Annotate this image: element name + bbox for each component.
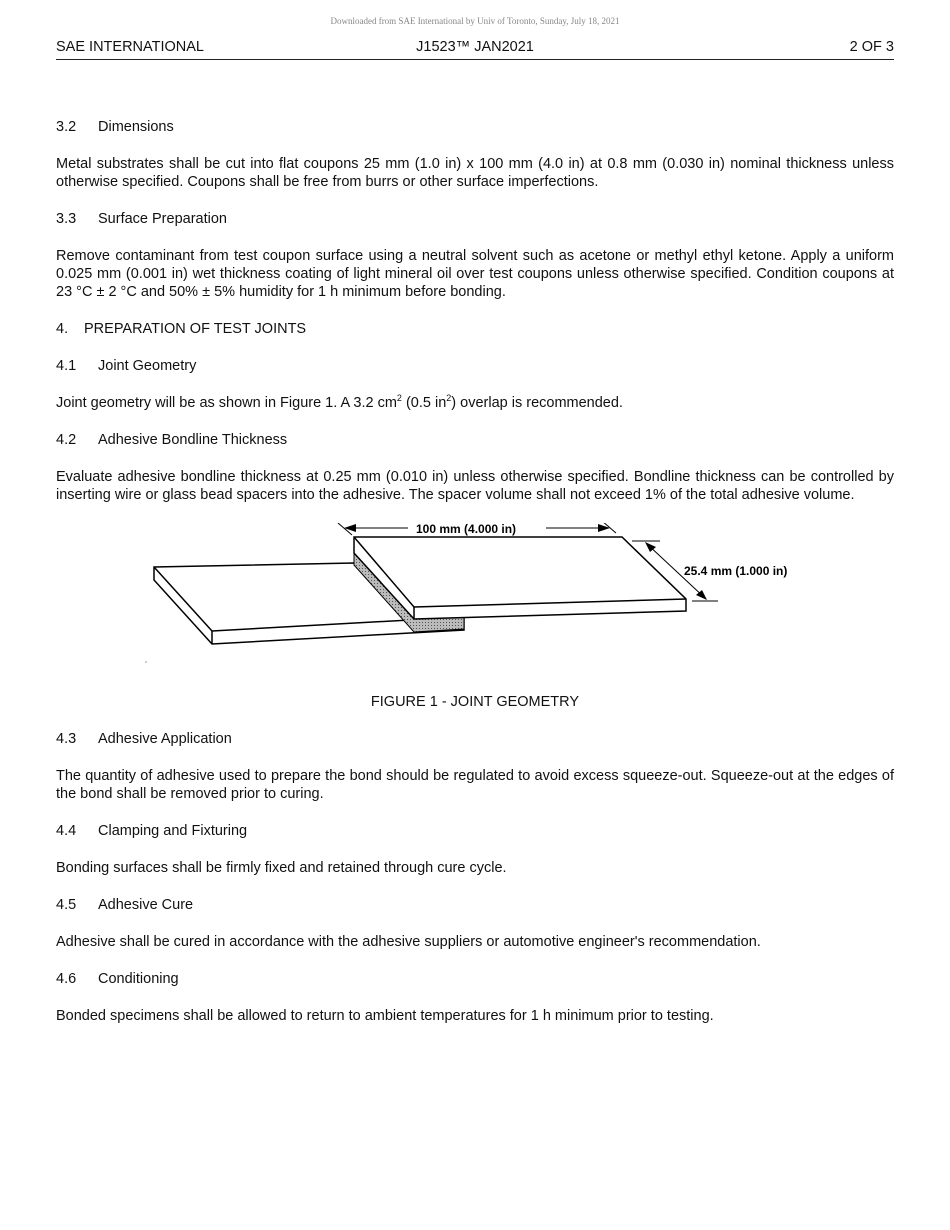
section-number: 3.3 <box>56 211 77 227</box>
running-header <box>56 39 894 60</box>
section-heading-4-2 <box>56 431 894 449</box>
download-note: Downloaded from SAE International by Univ of Toronto, Sunday, July 18, 2021 <box>330 16 620 26</box>
section-heading-3-3 <box>56 210 894 228</box>
section-title: Adhesive Bondline Thickness <box>98 432 288 448</box>
section-number: 4.2 <box>56 432 77 448</box>
section-number: 4.5 <box>56 897 77 913</box>
section-number: 4.1 <box>56 358 77 374</box>
section-title: Adhesive Cure <box>98 897 194 913</box>
section-body-4-6: Bonded specimens shall be allowed to return to ambient temperatures for 1 h minimum prior to testing. <box>56 1008 714 1024</box>
section-body-3-2: Metal substrates shall be cut into flat coupons 25 mm (1.0 in) x 100 mm (4.0 in) at 0.8 mm (0.030 in) nominal thickness unless otherwise specified. Coupons shall be free from burrs or other surface imperfections. <box>56 156 894 190</box>
section-title: Surface Preparation <box>98 211 227 227</box>
section-number: 3.2 <box>56 119 77 135</box>
superscript: 2 <box>396 393 402 404</box>
header-document-id: J1523™ JAN2021 <box>416 39 534 55</box>
section-heading-4-5 <box>56 896 894 914</box>
section-body-4-1 <box>56 394 894 412</box>
upper-coupon <box>354 537 686 619</box>
section-title: PREPARATION OF TEST JOINTS <box>84 321 307 337</box>
section-heading-4-1 <box>56 357 894 375</box>
section-heading-4 <box>56 320 894 338</box>
header-page-number: 2 OF 3 <box>849 39 894 55</box>
header-org: SAE INTERNATIONAL <box>56 39 204 55</box>
section-number: 4.6 <box>56 971 77 987</box>
figure-caption: FIGURE 1 - JOINT GEOMETRY <box>370 694 580 710</box>
section-title: Adhesive Application <box>98 731 232 747</box>
body-text: Joint geometry will be as shown in Figure 1. A 3.2 cm <box>56 395 397 411</box>
page-content <box>56 118 894 1044</box>
figure-joint-geometry <box>56 523 894 683</box>
superscript: 2 <box>446 393 452 404</box>
section-title: Joint Geometry <box>98 358 197 374</box>
section-title: Conditioning <box>98 971 179 987</box>
section-heading-4-4 <box>56 822 894 840</box>
section-body-4-5: Adhesive shall be cured in accordance with the adhesive suppliers or automotive engineer's recommendation. <box>56 934 761 950</box>
body-text: ) overlap is recommended. <box>451 395 623 411</box>
section-heading-4-3 <box>56 730 894 748</box>
section-body-3-3: Remove contaminant from test coupon surface using a neutral solvent such as acetone or methyl ethyl ketone. Apply a uniform 0.025 mm (0.001 in) wet thickness coating of light mineral oil over test coupons unless otherwise specified. Condition coupons at 23 °C ± 2 °C and 50% ± 5% humidity for 1 h minimum before bonding. <box>56 248 894 300</box>
section-body-4-3: The quantity of adhesive used to prepare the bond should be regulated to avoid excess squeeze-out. Squeeze-out at the edges of the bond shall be removed prior to curing. <box>56 768 894 802</box>
section-number: 4.3 <box>56 731 77 747</box>
section-title: Dimensions <box>98 119 174 135</box>
section-heading-4-6 <box>56 970 894 988</box>
section-body-4-4: Bonding surfaces shall be firmly fixed and retained through cure cycle. <box>56 860 507 876</box>
section-heading-3-2 <box>56 118 894 136</box>
section-number: 4. <box>56 321 69 337</box>
section-body-4-2: Evaluate adhesive bondline thickness at 0.25 mm (0.010 in) unless otherwise specified. Bondline thickness can be controlled by inserting wire or glass bead spacers into the adhesive. The spacer volume shall not exceed 1% of the total adhesive volume. <box>56 469 894 503</box>
body-text: (0.5 in <box>401 395 447 411</box>
scan-speck <box>145 661 146 662</box>
joint-geometry-drawing <box>56 523 894 683</box>
length-label: 100 mm (4.000 in) <box>416 523 517 536</box>
width-label: 25.4 mm (1.000 in) <box>684 564 788 578</box>
section-title: Clamping and Fixturing <box>98 823 248 839</box>
section-number: 4.4 <box>56 823 77 839</box>
